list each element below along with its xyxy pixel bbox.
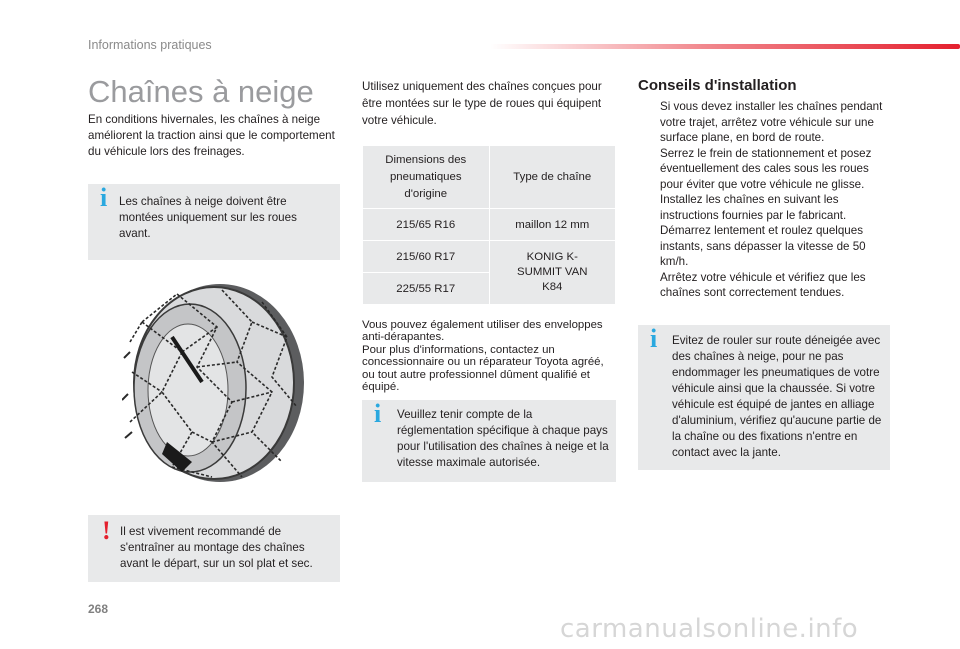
list-item — [638, 99, 890, 146]
table-header-chain-type: Type de chaîne — [489, 146, 616, 209]
step-text: Arrêtez votre véhicule et vérifiez que les chaînes sont correctement tendues. — [660, 270, 866, 299]
step-text: Serrez le frein de stationnement et posez éventuellement des cales sous les roues pour éviter que votre véhicule ne glisse. — [660, 146, 872, 191]
step-text: Si vous devez installer les chaînes pendant votre trajet, arrêtez votre véhicule sur une surface plane, en bord de route. — [660, 100, 883, 144]
table-cell: 215/60 R17 — [363, 241, 490, 273]
table-cell: maillon 12 mm — [489, 209, 616, 241]
warning-icon: ! — [102, 516, 111, 545]
info-note-road-damage — [638, 325, 890, 470]
section-label: Informations pratiques — [88, 38, 212, 52]
note-text: Veuillez tenir compte de la réglementation spécifique à chaque pays pour l'utilisation des chaînes à neige et la vitesse maximale autorisée. — [397, 408, 609, 469]
info-note-regulations — [362, 400, 616, 482]
snow-chain-illustration — [122, 282, 312, 488]
usage-text: Utilisez uniquement des chaînes conçues pour être montées sur le type de roues qui équipent votre véhicule. — [362, 80, 602, 127]
list-item — [638, 270, 890, 301]
note-text: Evitez de rouler sur route déneigée avec des chaînes à neige, pour ne pas endommager les pneumatiques de votre véhicule ainsi que la chaussée. Si votre véhicule est équipé de jantes en alliage d'aluminium, vérifiez qu'aucune partie de la chaîne ou des fixations n'entre en contact avec la jante. — [672, 334, 882, 459]
info-icon: i — [374, 399, 382, 428]
step-text: Démarrez lentement et roulez quelques instants, sans dépasser la vitesse de 50 km/h. — [660, 224, 866, 268]
intro-text: En conditions hivernales, les chaînes à neige améliorent la traction ainsi que le comportement du véhicule lors des freinages. — [88, 113, 335, 158]
header-rule — [490, 44, 960, 49]
page-number: 268 — [88, 602, 109, 616]
installation-heading: Conseils d'installation — [638, 77, 797, 94]
alternative-text: Vous pouvez également utiliser des enveloppes anti-dérapantes. Pour plus d'informations, contactez un concessionnaire ou un réparateur Toyota agréé, ou tout autre professionnel dûment qualifié et équipé. — [362, 319, 604, 394]
step-text: Installez les chaînes en suivant les instructions fournies par le fabricant. — [660, 193, 847, 222]
installation-steps — [638, 99, 890, 301]
warning-note-training — [88, 515, 340, 582]
table-header-dimensions: Dimensions des pneumatiques d'origine — [363, 146, 490, 209]
info-icon: i — [650, 324, 658, 353]
note-text: Les chaînes à neige doivent être montées uniquement sur les roues avant. — [119, 195, 297, 240]
note-text: Il est vivement recommandé de s'entraîner au montage des chaînes avant le départ, sur un sol plat et sec. — [120, 525, 313, 570]
info-icon: i — [100, 183, 108, 212]
watermark[interactable]: carmanualsonline.info — [560, 614, 859, 644]
table-cell: KONIG K-SUMMIT VAN K84 — [489, 241, 616, 305]
table-cell: 215/65 R16 — [363, 209, 490, 241]
list-item — [638, 146, 890, 193]
table-cell: 225/55 R17 — [363, 273, 490, 305]
chain-table — [362, 145, 616, 305]
info-note-front-wheels — [88, 184, 340, 260]
list-item — [638, 192, 890, 223]
list-item — [638, 223, 890, 270]
page-title: Chaînes à neige — [88, 74, 314, 109]
